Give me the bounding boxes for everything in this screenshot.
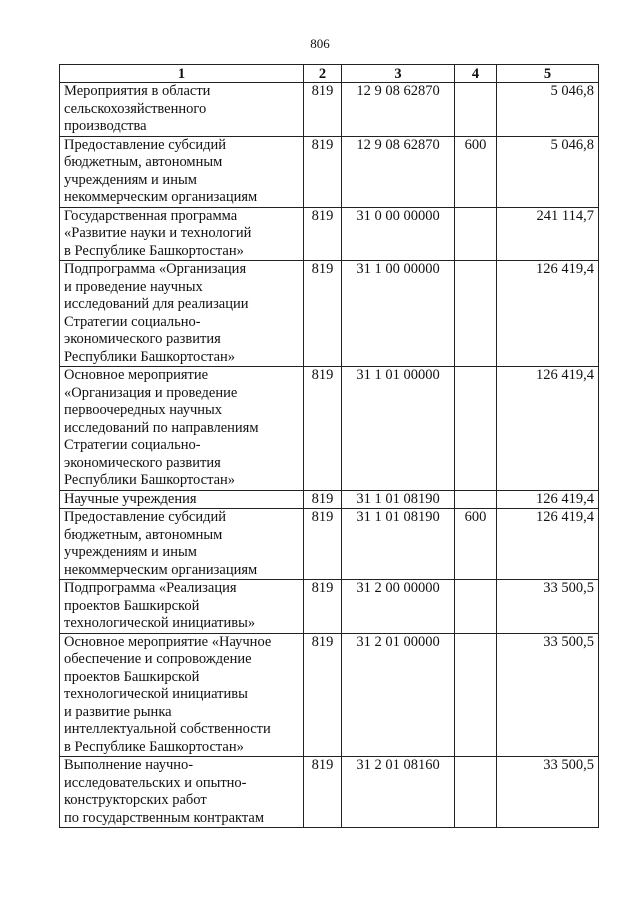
cell-target: 31 1 00 00000 xyxy=(342,261,455,367)
table-row xyxy=(60,83,599,137)
name-line: в Республике Башкортостан» xyxy=(64,242,244,259)
name-line: и развитие рынка xyxy=(64,703,172,720)
cell-amount: 126 419,4 xyxy=(497,261,599,367)
cell-amount: 126 419,4 xyxy=(497,490,599,509)
table-row xyxy=(60,633,599,757)
cell-name xyxy=(60,633,304,757)
name-line: Основное мероприятие «Научное xyxy=(64,633,272,650)
name-line: конструкторских работ xyxy=(64,792,207,808)
cell-amount: 33 500,5 xyxy=(497,633,599,757)
cell-name xyxy=(60,207,304,261)
cell-type xyxy=(455,261,497,367)
name-line: Основное мероприятие xyxy=(64,367,209,383)
cell-target: 12 9 08 62870 xyxy=(342,83,455,137)
cell-target: 31 2 00 00000 xyxy=(342,580,455,634)
cell-name xyxy=(60,83,304,137)
table-row xyxy=(60,207,599,261)
budget-table xyxy=(59,64,599,828)
name-line: по государственным контрактам xyxy=(64,809,265,826)
cell-target: 12 9 08 62870 xyxy=(342,136,455,207)
cell-code: 819 xyxy=(304,83,342,137)
cell-name xyxy=(60,136,304,207)
name-line: некоммерческим организациям xyxy=(64,189,258,205)
name-line: Государственная программа xyxy=(64,207,238,224)
column-header-type: 4 xyxy=(455,65,497,83)
table-header-row xyxy=(60,65,599,83)
cell-target: 31 1 01 00000 xyxy=(342,367,455,491)
name-line: и проведение научных xyxy=(64,278,203,295)
table-body xyxy=(60,83,599,828)
cell-code: 819 xyxy=(304,633,342,757)
name-line: исследований по направлениям xyxy=(64,419,259,436)
cell-type: 600 xyxy=(455,509,497,580)
cell-amount: 126 419,4 xyxy=(497,367,599,491)
name-line: исследовательских и опытно- xyxy=(64,774,247,791)
column-header-name: 1 xyxy=(60,65,304,83)
cell-type xyxy=(455,580,497,634)
cell-name xyxy=(60,580,304,634)
cell-type xyxy=(455,490,497,509)
cell-code: 819 xyxy=(304,207,342,261)
table-row xyxy=(60,136,599,207)
name-line: Предоставление субсидий xyxy=(64,136,227,153)
table-row xyxy=(60,757,599,828)
name-line: Республики Башкортостан» xyxy=(64,472,236,488)
column-header-amount: 5 xyxy=(497,65,599,83)
name-line: Научные учреждения xyxy=(64,490,197,507)
name-line: обеспечение и сопровождение xyxy=(64,651,252,667)
cell-target: 31 1 01 08190 xyxy=(342,509,455,580)
cell-name xyxy=(60,490,304,509)
cell-type xyxy=(455,757,497,828)
name-line: интеллектуальной собственности xyxy=(64,721,271,737)
table-row xyxy=(60,490,599,509)
cell-code: 819 xyxy=(304,490,342,509)
cell-name xyxy=(60,367,304,491)
name-line: экономического развития xyxy=(64,454,221,471)
table-row xyxy=(60,261,599,367)
name-line: экономического развития xyxy=(64,331,221,347)
cell-amount: 5 046,8 xyxy=(497,136,599,207)
name-line: Подпрограмма «Реализация xyxy=(64,580,237,596)
cell-code: 819 xyxy=(304,580,342,634)
cell-code: 819 xyxy=(304,261,342,367)
cell-code: 819 xyxy=(304,136,342,207)
cell-target: 31 2 01 00000 xyxy=(342,633,455,757)
name-line: Мероприятия в области xyxy=(64,83,211,99)
name-line: Выполнение научно- xyxy=(64,757,194,773)
name-line: исследований для реализации xyxy=(64,296,249,312)
cell-amount: 241 114,7 xyxy=(497,207,599,261)
cell-type xyxy=(455,633,497,757)
cell-type: 600 xyxy=(455,136,497,207)
name-line: проектов Башкирской xyxy=(64,668,200,685)
name-line: бюджетным, автономным xyxy=(64,154,223,170)
cell-target: 31 1 01 08190 xyxy=(342,490,455,509)
table-row xyxy=(60,509,599,580)
name-line: учреждениям и иным xyxy=(64,544,197,560)
name-line: некоммерческим организациям xyxy=(64,561,258,578)
cell-code: 819 xyxy=(304,509,342,580)
name-line: «Развитие науки и технологий xyxy=(64,225,252,241)
cell-name xyxy=(60,261,304,367)
name-line: Стратегии социально- xyxy=(64,437,201,453)
cell-code: 819 xyxy=(304,757,342,828)
column-header-target: 3 xyxy=(342,65,455,83)
name-line: производства xyxy=(64,118,147,134)
name-line: проектов Башкирской xyxy=(64,597,200,614)
name-line: технологической инициативы xyxy=(64,686,248,702)
cell-name xyxy=(60,757,304,828)
cell-amount: 33 500,5 xyxy=(497,757,599,828)
cell-type xyxy=(455,207,497,261)
name-line: в Республике Башкортостан» xyxy=(64,738,244,755)
cell-amount: 126 419,4 xyxy=(497,509,599,580)
cell-type xyxy=(455,367,497,491)
column-header-code: 2 xyxy=(304,65,342,83)
name-line: Подпрограмма «Организация xyxy=(64,261,247,277)
name-line: Стратегии социально- xyxy=(64,313,201,330)
name-line: первоочередных научных xyxy=(64,402,223,418)
name-line: сельскохозяйственного xyxy=(64,100,207,117)
page-number: 806 xyxy=(310,36,330,51)
name-line: бюджетным, автономным xyxy=(64,526,223,543)
name-line: «Организация и проведение xyxy=(64,384,238,401)
cell-amount: 5 046,8 xyxy=(497,83,599,137)
name-line: учреждениям и иным xyxy=(64,171,197,188)
cell-target: 31 2 01 08160 xyxy=(342,757,455,828)
name-line: технологической инициативы» xyxy=(64,615,256,631)
name-line: Республики Башкортостан» xyxy=(64,348,236,365)
cell-amount: 33 500,5 xyxy=(497,580,599,634)
cell-code: 819 xyxy=(304,367,342,491)
cell-target: 31 0 00 00000 xyxy=(342,207,455,261)
table-row xyxy=(60,580,599,634)
cell-name xyxy=(60,509,304,580)
cell-type xyxy=(455,83,497,137)
table-row xyxy=(60,367,599,491)
name-line: Предоставление субсидий xyxy=(64,509,227,525)
